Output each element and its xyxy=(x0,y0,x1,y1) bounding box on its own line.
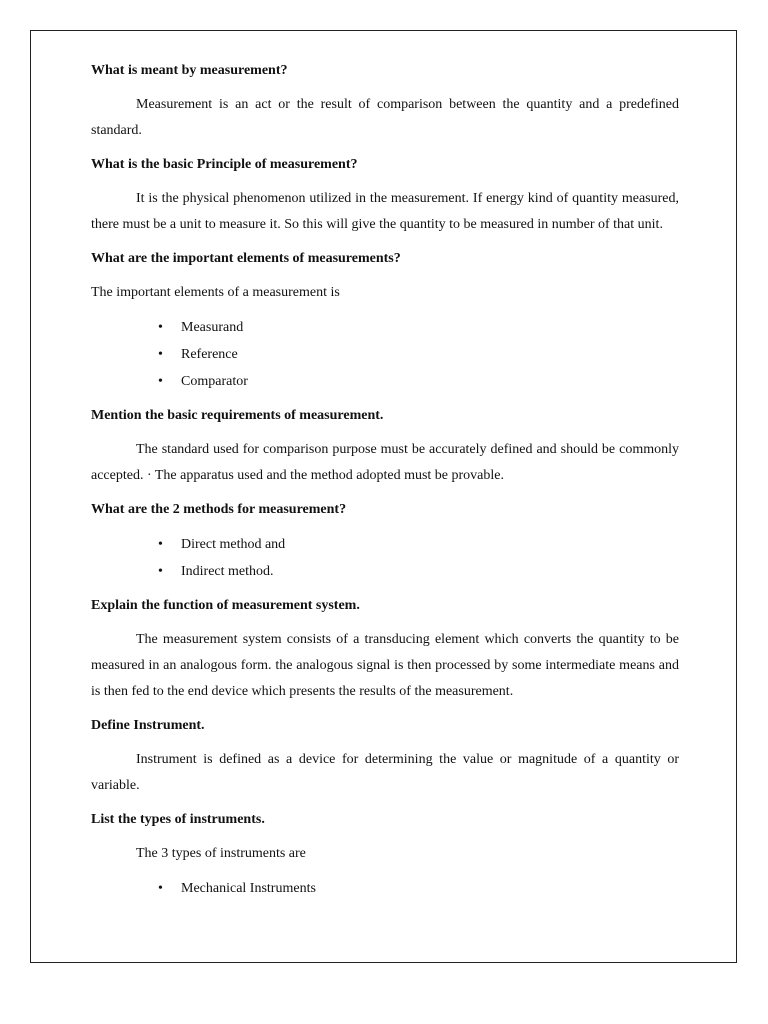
list-item: • Reference xyxy=(91,341,679,368)
question-heading: Define Instrument. xyxy=(91,718,205,733)
list-item: • Direct method and xyxy=(91,531,679,558)
bullet-icon: • xyxy=(158,881,163,896)
bullet-list xyxy=(91,531,679,585)
document-page xyxy=(30,30,737,963)
answer-paragraph: Measurement is an act or the result of comparison between the quantity and a predefined standard. xyxy=(91,97,679,138)
bullet-list xyxy=(91,314,679,395)
answer-paragraph: The standard used for comparison purpose must be accurately defined and should be commonly accepted. · The apparatus used and the method adopted must be provable. xyxy=(91,442,679,483)
question-heading: What are the important elements of measurements? xyxy=(91,251,401,266)
question-heading: What is meant by measurement? xyxy=(91,63,288,78)
bullet-icon: • xyxy=(158,347,163,362)
answer-paragraph: It is the physical phenomenon utilized in the measurement. If energy kind of quantity measured, there must be a unit to measure it. So this will give the quantity to be measured in number of that unit. xyxy=(91,191,679,232)
question-heading: What are the 2 methods for measurement? xyxy=(91,502,347,517)
list-item: • Comparator xyxy=(91,368,679,395)
bullet-icon: • xyxy=(158,320,163,335)
question-heading: Explain the function of measurement system. xyxy=(91,598,360,613)
question-heading: What is the basic Principle of measurement? xyxy=(91,157,358,172)
answer-paragraph: The measurement system consists of a transducing element which converts the quantity to be measured in an analogous form. the analogous signal is then processed by some intermediate means and is then fed to the end device which presents the results of the measurement. xyxy=(91,632,679,699)
answer-intro: The important elements of a measurement is xyxy=(91,285,340,300)
bullet-icon: • xyxy=(158,537,163,552)
bullet-icon: • xyxy=(158,564,163,579)
list-item: • Mechanical Instruments xyxy=(91,875,679,902)
answer-paragraph: Instrument is defined as a device for determining the value or magnitude of a quantity or variable. xyxy=(91,752,679,793)
bullet-list xyxy=(91,875,679,902)
list-item: • Measurand xyxy=(91,314,679,341)
list-item: • Indirect method. xyxy=(91,558,679,585)
question-heading: List the types of instruments. xyxy=(91,812,265,827)
answer-paragraph: The 3 types of instruments are xyxy=(136,846,306,861)
bullet-icon: • xyxy=(158,374,163,389)
question-heading: Mention the basic requirements of measurement. xyxy=(91,408,384,423)
document-content xyxy=(91,58,679,910)
